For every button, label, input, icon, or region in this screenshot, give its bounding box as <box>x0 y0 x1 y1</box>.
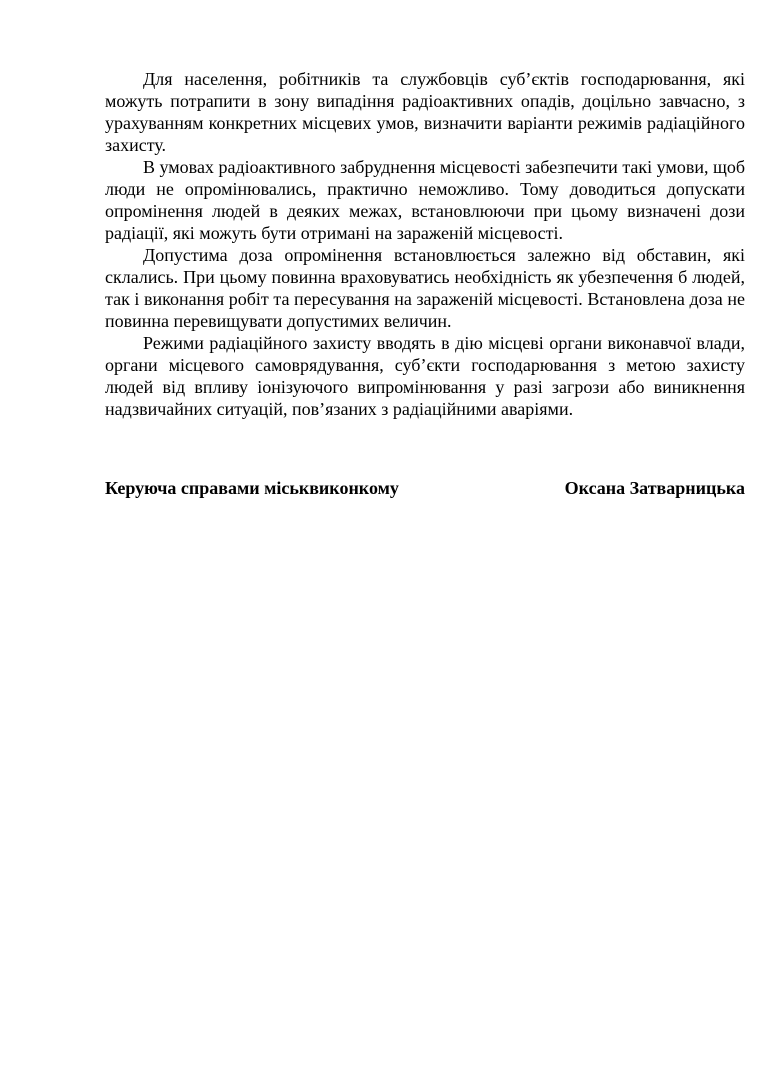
paragraph-regimes-introduction: Режими радіаційного захисту вводять в дію місцеві органи виконавчої влади, органи місцевого самоврядування, суб’єкти господарювання з метою захисту людей від впливу іонізуючого випромінювання у разі загрози або виникнення надзвичайних ситуацій, пов’язаних з радіаційними аваріями. <box>105 333 745 419</box>
paragraph-permissible-dose: Допустима доза опромінення встановлюється залежно від обставин, які склались. При цьому повинна враховуватись необхідність як убезпечення б людей, так і виконання робіт та пересування на зараженій місцевості. Встановлена доза не повинна перевищувати допустимих величин. <box>105 245 745 331</box>
paragraph-contamination-conditions: В умовах радіоактивного забруднення місцевості забезпечити такі умови, щоб люди не опромінювались, практично неможливо. Тому доводиться допускати опромінення людей в деяких межах, встановлюючи при цьому визначені дози радіації, які можуть бути отримані на зараженій місцевості. <box>105 157 745 243</box>
signatory-name: Оксана Затварницька <box>564 478 745 498</box>
signatory-position: Керуюча справами міськвиконкому <box>105 478 399 498</box>
document-body <box>105 68 745 499</box>
signature-block <box>105 477 745 499</box>
paragraph-radiation-protection-variants: Для населення, робітників та службовців суб’єктів господарювання, які можуть потрапити в зону випадіння радіоактивних опадів, доцільно завчасно, з урахуванням конкретних місцевих умов, визначити варіанти режимів радіаційного захисту. <box>105 69 745 155</box>
